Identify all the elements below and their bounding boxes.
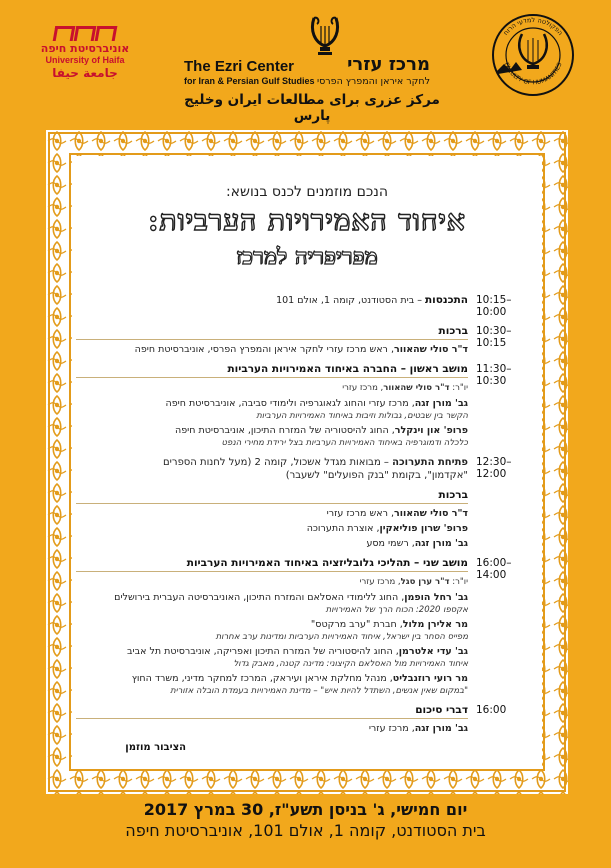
speaker-name: גב' מורן זגה: [414, 538, 468, 549]
speaker-name: גב' רחל הופמן: [404, 592, 468, 603]
chair-name: ד"ר סולי שהאוור: [383, 383, 450, 393]
svg-text:הפקולטה למדעי הרוח: [502, 16, 565, 37]
event-details: [0, 800, 611, 840]
session-detail: – בית הסטודנט, קומה 1, אולם 101: [276, 295, 425, 306]
session-heading: התכנסות: [424, 294, 468, 306]
divider: [76, 377, 468, 378]
schedule-row: [76, 489, 538, 550]
session-heading: מושב שני – תהליכי גלובליזציה באיחוד האמירויות הערביות: [186, 557, 468, 569]
talk-title: איחוד האמירויות מול האסלאם הקיצוני: מדינה קטנה, מאבק גדול: [233, 659, 468, 669]
speaker-name: גב' מורן זגה: [414, 723, 468, 734]
schedule-row: [76, 294, 538, 318]
speaker-affiliation: , ראש מרכז עזרי לחקר איראן והמפרץ הפרסי, אוניברסיטת חיפה: [134, 344, 394, 355]
session-heading: ברכות: [438, 325, 468, 337]
chair-affiliation: , מרכז עזרי: [359, 577, 401, 587]
schedule-time: 10:15–10:00: [476, 294, 512, 318]
lyre-icon: [308, 14, 342, 60]
conference-subtitle: מפריפריה למרכז: [236, 244, 378, 270]
schedule-row: [76, 325, 538, 356]
talk-title: אקספו 2020: הכוח הרך של האמירויות: [325, 605, 468, 615]
schedule-row: [76, 363, 538, 449]
haifa-name-he: אוניברסיטת חיפה: [40, 42, 130, 55]
haifa-logo-mark-icon: [40, 26, 130, 41]
ezri-subtitle-en: for Iran & Persian Gulf Studies: [184, 76, 315, 86]
schedule-row: [76, 456, 538, 482]
speaker-name: גב' מורן זגה: [414, 398, 468, 409]
divider: [76, 503, 468, 504]
event-location: בית הסטודנט, קומה 1, אולם 101, אוניברסיטת חיפה: [125, 821, 486, 840]
speaker-affiliation: , חברת "ערב מרקטס": [310, 619, 403, 630]
chair-name: ד"ר ערן סגל: [400, 577, 450, 587]
humanities-seal-icon[interactable]: [490, 12, 576, 98]
public-invited: הציבור מוזמן: [125, 742, 186, 753]
talk-title: מפייס הסחר בין ישראל, איחוד האמירויות הערביות ומדינות ערב אחרות: [215, 632, 468, 642]
invitation-content: [76, 160, 538, 764]
session-heading: מושב ראשון – החברה באיחוד האמירויות הערביות: [227, 363, 468, 375]
chair-affiliation: , מרכז עזרי: [342, 383, 384, 393]
speaker-name: גב' עדי אלטרמן: [398, 646, 468, 657]
invitation-frame: [46, 130, 568, 794]
schedule-time: 11:30–10:30: [476, 363, 512, 387]
session-heading: פתיחת התערוכה: [392, 457, 468, 468]
session-detail: "אקדמון", בקומת "בנק הפועלים" לשעבר): [285, 470, 468, 481]
chair-label: יו"ר:: [449, 383, 468, 393]
schedule-time: 16:00: [476, 704, 507, 716]
speaker-name: מר אלירן מלול: [402, 619, 468, 630]
talk-title: הקשר בין שבטים, גבולות וזיבוּת באיחוד האמירויות הערביות: [256, 411, 468, 421]
ezri-title-he: מרכז עזרי: [347, 54, 430, 75]
speaker-affiliation: , אוצרת התערוכה: [306, 523, 380, 534]
divider: [76, 571, 468, 572]
ezri-title-fa: مرکز عزری برای مطالعات ایران وخلیج پارس: [184, 92, 440, 124]
ezri-title-en: The Ezri Center: [184, 58, 295, 75]
session-heading: ברכות: [438, 489, 468, 501]
speaker-name: פרופ' שרון פוליאקין: [379, 523, 468, 534]
schedule-time: 12:30–12:00: [476, 456, 512, 480]
speaker-affiliation: , מרכז עזרי: [368, 723, 415, 734]
header: [0, 0, 611, 124]
haifa-name-en: University of Haifa: [45, 55, 125, 65]
invite-line: הנכם מוזמנים לכנס בנושא:: [225, 184, 389, 200]
speaker-name: פרופ' און וינקלר: [394, 425, 468, 436]
speaker-name: ד"ר סולי שהאוור: [393, 508, 468, 519]
speaker-affiliation: , החוג להיסטוריה של המזרח התיכון ואפריקה, אוניברסיטת תל אביב: [127, 646, 399, 657]
talk-title: "במקום שאין אנשים, השתדל להיות איש" – מדינת האמירויות בעמדת הובלה אזורית: [170, 686, 468, 696]
session-heading: דברי סיכום: [415, 704, 468, 716]
speaker-name: מר רועי רוזנבליט: [392, 673, 468, 684]
humanities-name-he: הפקולטה למדעי הרוח: [501, 15, 565, 37]
speaker-affiliation: , מרכז עזרי והחוג לגאוגרפיה ולימודי סביבה, אוניברסיטת חיפה: [165, 398, 415, 409]
event-date: יום חמישי, ג' בניסן תשע"ז, 30 במרץ 2017: [143, 800, 468, 819]
divider: [76, 718, 468, 719]
speaker-affiliation: , ראש מרכז עזרי: [326, 508, 394, 519]
conference-title: איחוד האמירויות הערביות:: [148, 204, 466, 237]
speaker-affiliation: , החוג ללימודי האסלאם והמזרח התיכון, האוניברסיטה העברית בירושלים: [114, 592, 405, 603]
divider: [76, 339, 468, 340]
ezri-subtitle-he: לחקר איראן והמפרץ הפרסי: [316, 76, 430, 87]
schedule-time: 10:30–10:15: [476, 325, 512, 349]
schedule: [76, 294, 538, 735]
speaker-affiliation: , רשמי מסע: [366, 538, 415, 549]
session-detail: – מבואות מגדל אשכול, קומה 2 (מעל לחנות הספרים: [163, 457, 393, 468]
speaker-affiliation: , מנהל מחלקת איראן ועיראק, המרכז למחקר מדיני, משרד החוץ: [131, 673, 393, 684]
speaker-name: ד"ר סולי שהאוור: [393, 344, 468, 355]
speaker-affiliation: , החוג להיסטוריה של המזרח התיכון, אוניברסיטת חיפה: [174, 425, 395, 436]
schedule-time: 16:00–14:00: [476, 557, 512, 581]
humanities-name-en: FACULTY OF HUMANITIES: [502, 61, 564, 87]
haifa-logo[interactable]: [40, 26, 130, 80]
schedule-row: [76, 557, 538, 697]
talk-title: כלכלה ודמוגרפיה באיחוד האמירויות הערביות בצל ירידת מחירי הנפט: [221, 438, 468, 448]
chair-label: יו"ר:: [449, 577, 468, 587]
haifa-name-ar: جامعة حيفا: [52, 66, 118, 80]
schedule-row: [76, 704, 538, 735]
